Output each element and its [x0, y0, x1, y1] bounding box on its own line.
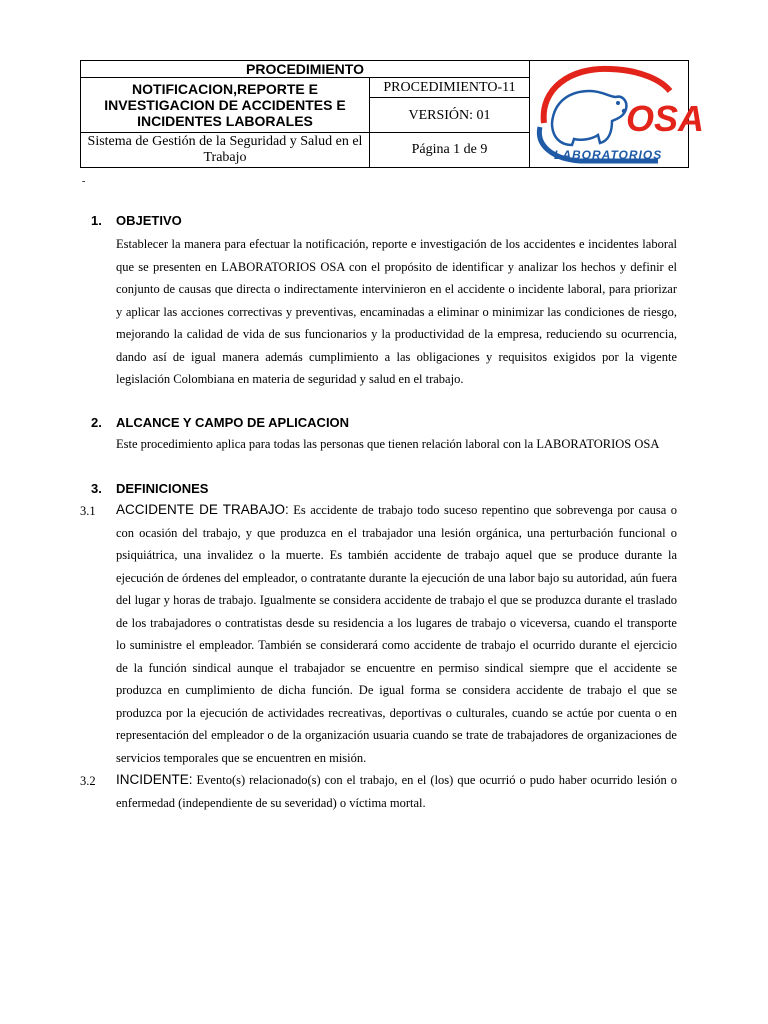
- procedure-title: NOTIFICACION,REPORTE E INVESTIGACION DE ACCIDENTES E INCIDENTES LABORALES: [81, 78, 370, 133]
- definition-2-number: 3.2: [80, 774, 96, 788]
- section-3-title: DEFINICIONES: [116, 481, 209, 496]
- brand-wordmark: OSA: [626, 98, 705, 139]
- doc-type-label: PROCEDIMIENTO: [81, 61, 530, 78]
- definition-1-text: Es accidente de trabajo todo suceso repentino que sobrevenga por causa o con ocasión del trabajo, y que produzca en el trabajador una lesión orgánica, una perturbación funcional o psiquiátrica, una invalidez o la muerte. Es también accidente de trabajo aquel que se produce durante la ejecución de órdenes del empleador, o contratante durante la ejecución de una labor bajo su autoridad, aún fuera del lugar y horas de trabajo. Igualmente se considera accidente de trabajo el que se produzca durante el traslado de los trabajadores o contratistas desde su residencia a los lugares de trabajo o viceversa, cuando el transporte lo suministre el empleador. También se considerará como accidente de trabajo el ocurrido durante el ejercicio de la función sindical aunque el trabajador se encuentre en permiso sindical siempre que el accidente se produzca en cumplimiento de dicha función. De igual forma se considera accidente de trabajo el que se produzca por la ejecución de actividades recreativas, deportivas o culturales, cuando se actúe por cuenta o en representación del empleador o de la organización usuaria cuando se trate de trabajadores de organizaciones de servicios temporales que se encuentren en misión.: [116, 503, 678, 765]
- version-label: VERSIÓN: 01: [370, 98, 530, 133]
- section-1-title: OBJETIVO: [116, 213, 182, 228]
- polar-bear-logo-icon: [530, 61, 705, 167]
- section-3-number: 3.: [91, 481, 102, 496]
- company-logo: [530, 61, 705, 167]
- procedure-code: PROCEDIMIENTO-11: [370, 78, 530, 98]
- definition-2: [116, 769, 677, 814]
- document-header-table: [80, 60, 705, 168]
- section-2-title: ALCANCE Y CAMPO DE APLICACION: [116, 415, 350, 430]
- section-1-number: 1.: [91, 213, 102, 228]
- brand-subtitle: LABORATORIOS: [554, 148, 663, 162]
- section-2-number: 2.: [91, 415, 102, 430]
- section-2-text: Este procedimiento aplica para todas las personas que tienen relación laboral con la LABORATORIOS OSA: [116, 437, 660, 451]
- section-1-text: Establecer la manera para efectuar la notificación, reporte e investigación de los accidentes e incidentes laboral que se presenten en LABORATORIOS OSA con el propósito de identificar y analizar los hechos y definir el conjunto de causas que directa o indirectamente intervinieron en el accidente o incidente laboral, para priorizar y aplicar las acciones correctivas y preventivas, encaminadas a eliminar o minimizar las condiciones de riesgo, mejorando la calidad de vida de sus funcionarios y la productividad de la empresa, reduciendo su ocurrencia, dando así de igual manera además cumplimiento a las obligaciones y requisitos exigidos por la vigente legislación Colombiana en materia de seguridad y salud en el trabajo.: [116, 237, 677, 386]
- definition-1-number: 3.1: [80, 504, 96, 518]
- definition-2-term: INCIDENTE:: [116, 772, 193, 787]
- management-system-label: Sistema de Gestión de la Seguridad y Salud en el Trabajo: [81, 133, 370, 167]
- definition-1: [116, 499, 677, 769]
- page-number: Página 1 de 9: [370, 133, 530, 167]
- definition-2-text: Evento(s) relacionado(s) con el trabajo, en el (los) que ocurrió o pudo haber ocurrido lesión o enfermedad (independiente de su severidad) o víctima mortal.: [116, 773, 678, 810]
- stray-marker: -: [82, 176, 86, 187]
- definition-1-term: ACCIDENTE DE TRABAJO:: [116, 502, 289, 517]
